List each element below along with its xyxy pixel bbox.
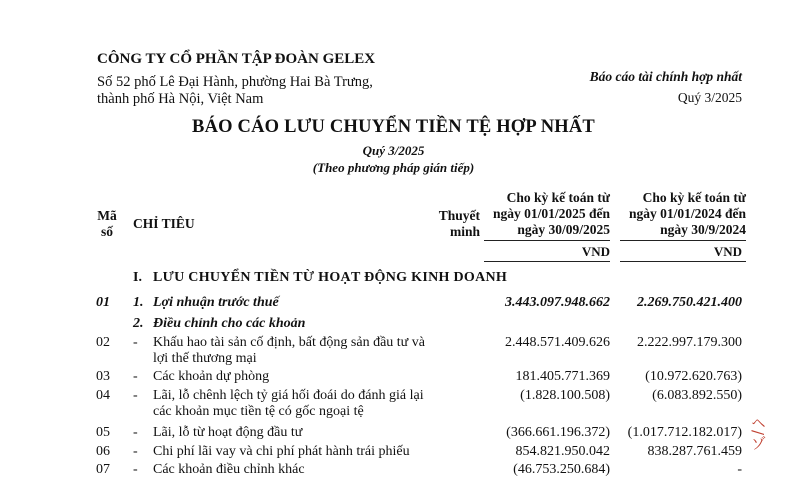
row-value-current: 3.443.097.948.662: [505, 295, 610, 310]
row-value-current: (46.753.250.684): [513, 462, 610, 477]
company-address-line2: thành phố Hà Nội, Việt Nam: [97, 91, 264, 107]
company-name: CÔNG TY CỔ PHẦN TẬP ĐOÀN GELEX: [97, 51, 376, 67]
header-divider-current: [484, 240, 610, 241]
row-marker: -: [133, 444, 138, 459]
currency-prior: VND: [713, 244, 742, 259]
row-marker: -: [133, 425, 138, 440]
unit-divider-prior: [620, 261, 746, 262]
column-header-note: Thuyết minh: [438, 208, 480, 239]
row-label: Lãi, lỗ từ hoạt động đầu tư: [153, 425, 303, 440]
row-marker: 1.: [133, 295, 144, 310]
row-marker: -: [133, 335, 138, 350]
row-code: 07: [96, 462, 110, 477]
row-label: Các khoản dự phòng: [153, 369, 270, 384]
row-marker: -: [133, 369, 138, 384]
row-value-prior: -: [737, 462, 742, 477]
section-number: I.: [133, 270, 142, 285]
row-value-prior: 2.222.997.179.300: [637, 335, 742, 350]
row-label: Lãi, lỗ chênh lệch tỷ giá hối đoái do đánh giá lại các khoản mục tiền tệ có gốc ngoại tệ: [153, 388, 424, 419]
row-label: Lợi nhuận trước thuế: [153, 295, 279, 310]
row-code: 03: [96, 369, 110, 384]
row-code: 05: [96, 425, 110, 440]
row-code: 06: [96, 444, 110, 459]
row-value-current: (366.661.196.372): [506, 425, 610, 440]
unit-divider-current: [484, 261, 610, 262]
header-divider-prior: [620, 240, 746, 241]
row-label: Khấu hao tài sản cố định, bất động sản đầu tư và lợi thế thương mại: [153, 335, 425, 366]
row-label: Các khoản điều chỉnh khác: [153, 462, 305, 477]
row-value-prior: 838.287.761.459: [647, 444, 742, 459]
title-method: (Theo phương pháp gián tiếp): [312, 160, 475, 175]
row-value-current: 854.821.950.042: [515, 444, 610, 459]
page-title: BÁO CÁO LƯU CHUYỂN TIỀN TỆ HỢP NHẤT: [192, 117, 595, 137]
row-marker: 2.: [133, 316, 144, 331]
row-value-prior: 2.269.750.421.400: [637, 295, 742, 310]
row-code: 04: [96, 388, 110, 403]
row-label: Điều chỉnh cho các khoản: [153, 316, 306, 331]
handwritten-margin-mark: ヘ/ゾ: [749, 415, 767, 451]
section-title: LƯU CHUYỂN TIỀN TỪ HOẠT ĐỘNG KINH DOANH: [153, 270, 508, 285]
row-value-current: (1.828.100.508): [520, 388, 610, 403]
row-code: 01: [96, 295, 110, 310]
row-value-current: 2.448.571.409.626: [505, 335, 610, 350]
row-label: Chi phí lãi vay và chi phí phát hành trái phiếu: [153, 444, 410, 459]
company-address-line1: Số 52 phố Lê Đại Hành, phường Hai Bà Trưng,: [97, 74, 373, 90]
row-value-current: 181.405.771.369: [515, 369, 610, 384]
title-quarter: Quý 3/2025: [362, 143, 425, 158]
report-period: Quý 3/2025: [677, 90, 742, 105]
report-type: Báo cáo tài chính hợp nhất: [589, 69, 742, 84]
row-value-prior: (10.972.620.763): [645, 369, 742, 384]
row-marker: -: [133, 462, 138, 477]
row-value-prior: (6.083.892.550): [652, 388, 742, 403]
row-code: 02: [96, 335, 110, 350]
column-header-current: Cho kỳ kế toán từ ngày 01/01/2025 đến ngày 30/09/2025: [492, 190, 610, 237]
column-header-prior: Cho kỳ kế toán từ ngày 01/01/2024 đến ngày 30/9/2024: [628, 190, 746, 237]
column-header-code: Mã số: [97, 208, 117, 239]
row-marker: -: [133, 388, 138, 403]
currency-current: VND: [581, 244, 610, 259]
row-value-prior: (1.017.712.182.017): [627, 425, 742, 440]
column-header-item: CHỈ TIÊU: [133, 216, 195, 231]
